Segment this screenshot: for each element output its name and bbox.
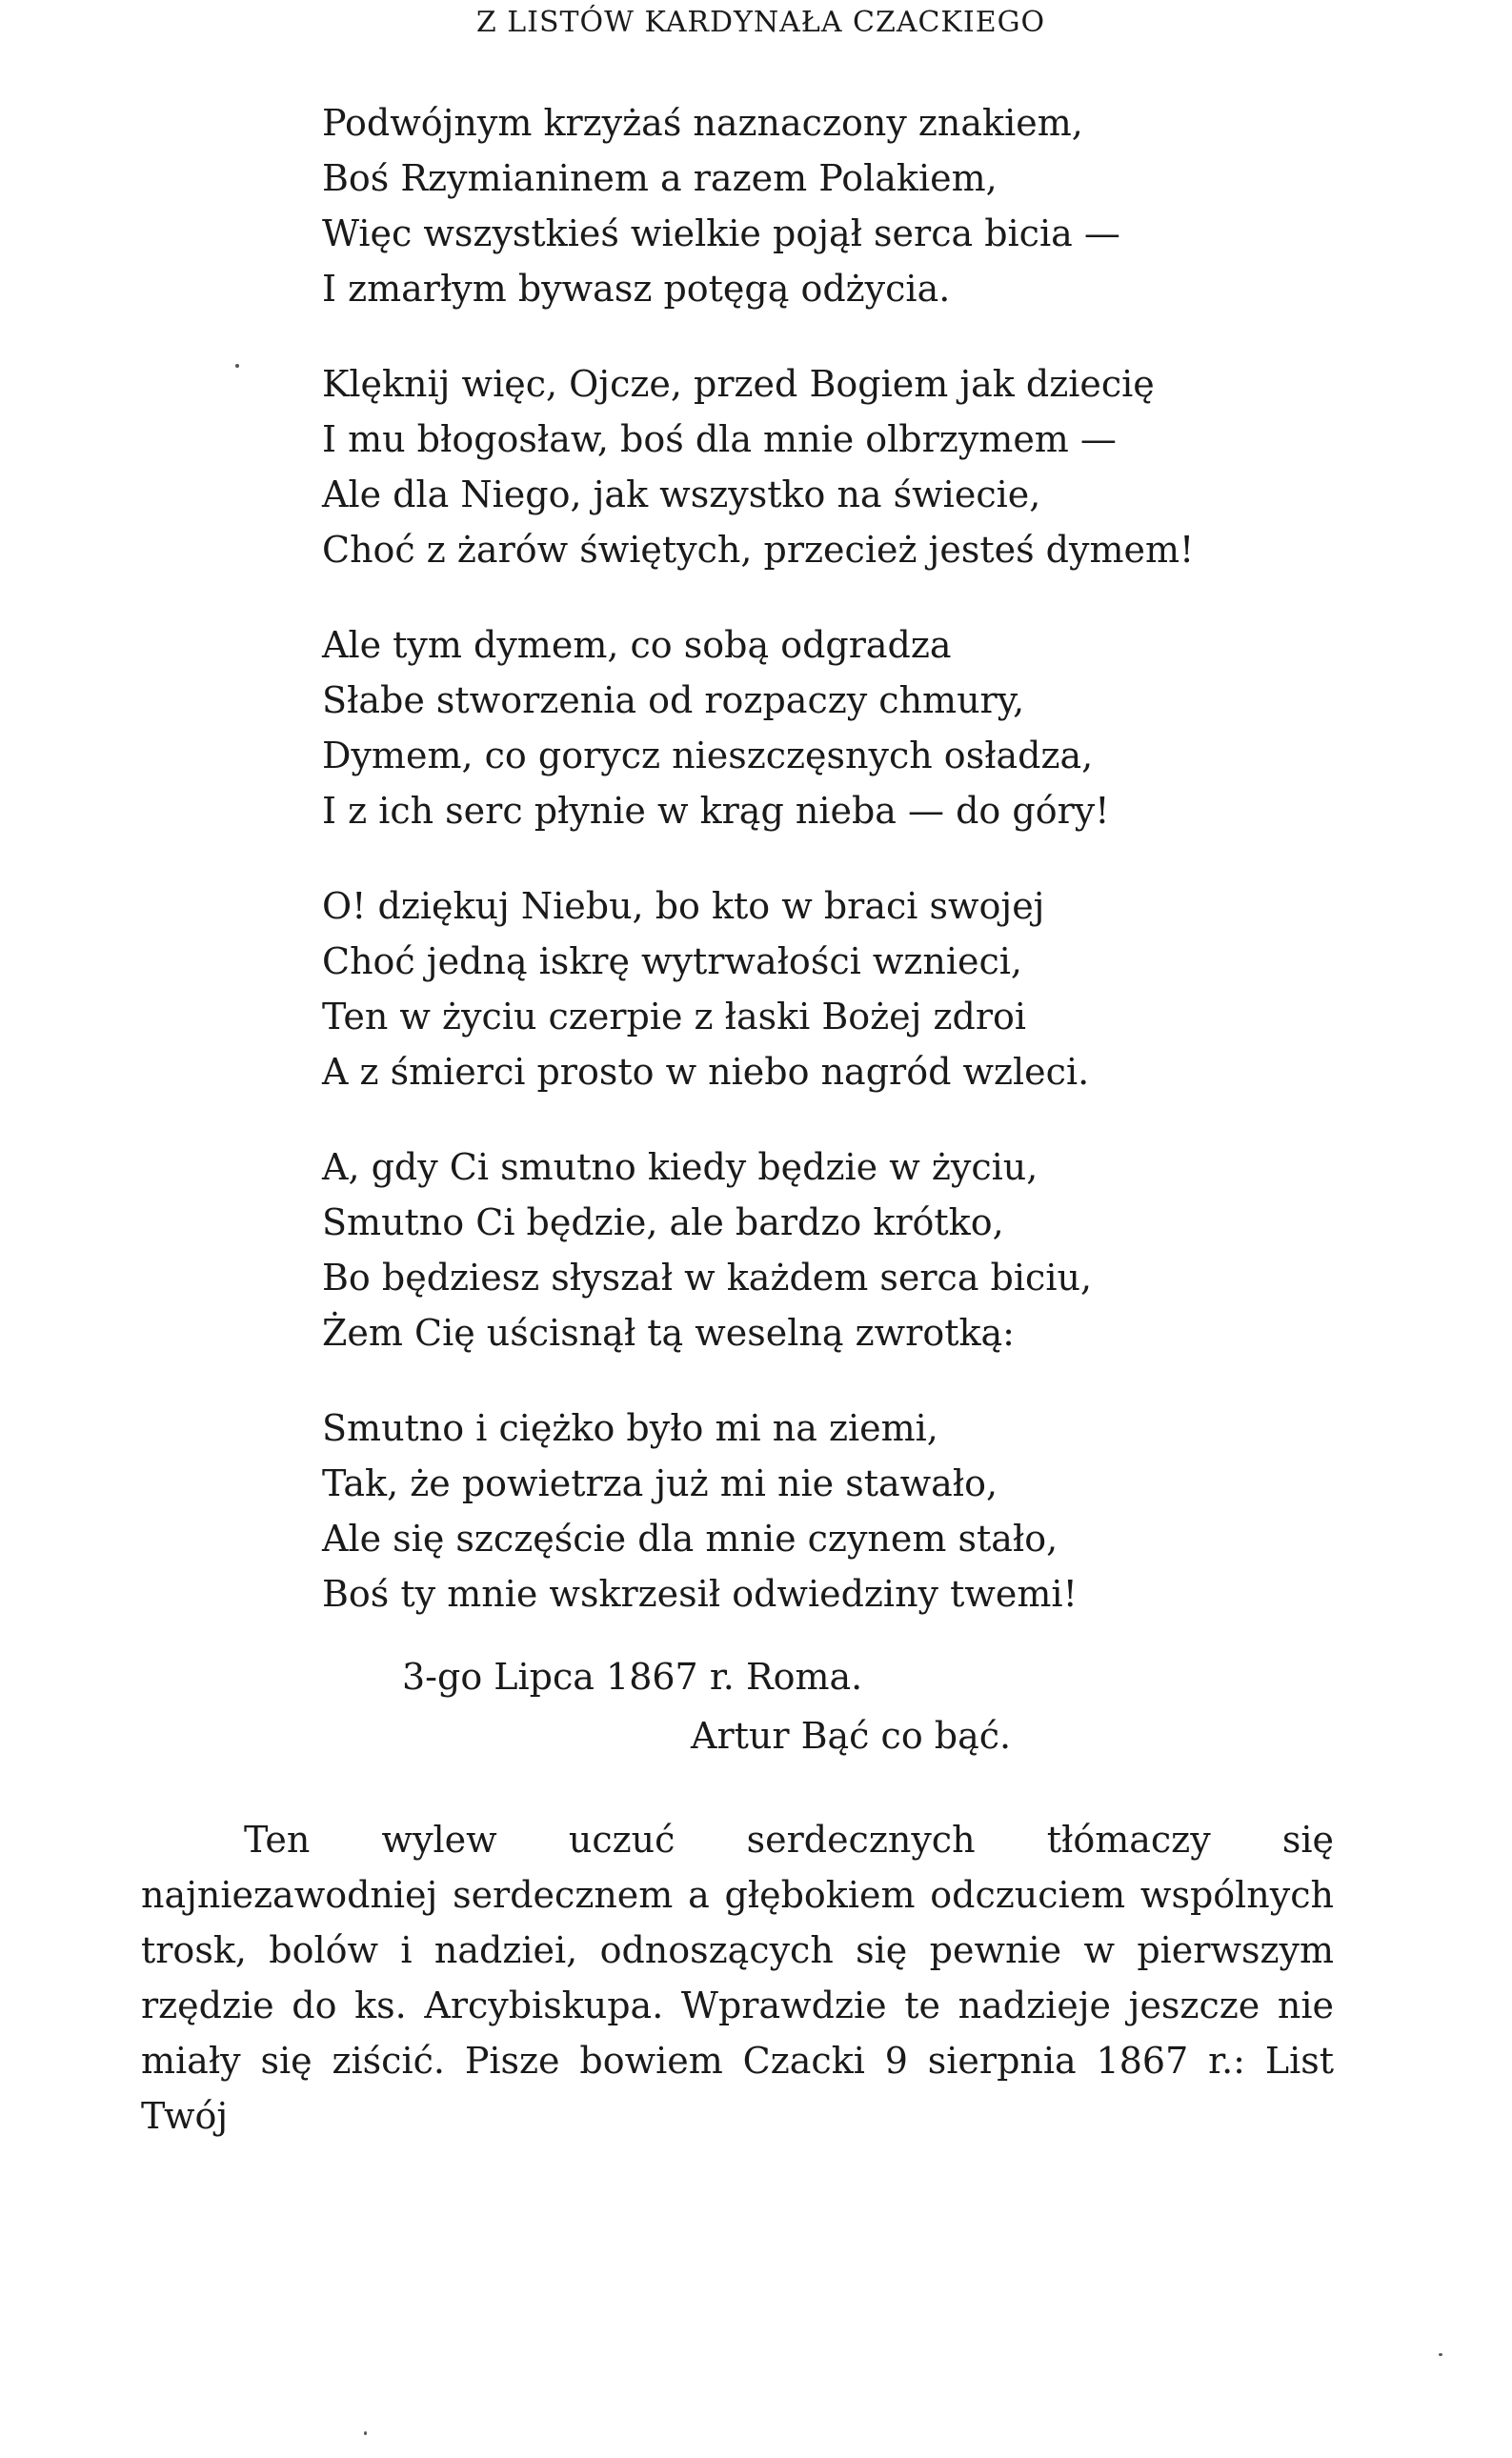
poem-line: I z ich serc płynie w krąg nieba — do góry! [322,790,1110,832]
running-title: Z LISTÓW KARDYNAŁA CZACKIEGO [475,6,1046,39]
stanza [322,1139,1275,1360]
poem-line: Klęknij więc, Ojcze, przed Bogiem jak dziecię [322,363,1155,405]
poem-line: Podwójnym krzyżaś naznaczony znakiem, [322,102,1083,144]
poem-line: Boś ty mnie wskrzesił odwiedziny twemi! [322,1573,1078,1615]
poem-line: Ten w życiu czerpie z łaski Bożej zdroi [322,996,1027,1038]
poem-line: A, gdy Ci smutno kiedy będzie w życiu, [322,1146,1038,1188]
print-speck [364,2431,367,2435]
poem-line: Dymem, co gorycz nieszczęsnych osładza, [322,735,1094,776]
poem [322,95,1275,1662]
stanza [322,95,1275,316]
stanza [322,878,1275,1099]
poem-line: I zmarłym bywasz potęgą odżycia. [322,268,951,310]
poem-line: Boś Rzymianinem a razem Polakiem, [322,157,998,199]
signature: Artur Bąć co bąć. [691,1715,1012,1757]
paragraph: Ten wylew uczuć serdecznych tłómaczy się najniezawodniej serdecznem a głębokiem odczuciem wspólnych trosk, bolów i nadziei, odnoszących się pewnie w pierwszym rzędzie do ks. Arcybiskupa. Wprawdzie te nadzieje jeszcze nie miały się ziścić. Pisze bowiem Czacki 9 sierpnia 1867 r.: List Twój [141,1819,1334,2137]
poem-line: Ale się szczęście dla mnie czynem stało, [322,1518,1058,1560]
poem-line: Bo będziesz słyszał w każdem serca biciu, [322,1257,1093,1299]
poem-line: Smutno i ciężko było mi na ziemi, [322,1407,938,1449]
stanza [322,356,1275,577]
poem-line: Tak, że powietrza już mi nie stawało, [322,1462,998,1504]
poem-line: Żem Cię uścisnął tą weselną zwrotką: [322,1312,1015,1354]
poem-line: Choć z żarów świętych, przecież jesteś dymem! [322,529,1195,571]
dateline: 3-go Lipca 1867 r. Roma. [402,1656,863,1698]
stanza [322,1400,1275,1622]
poem-line: O! dziękuj Niebu, bo kto w braci swojej [322,885,1045,927]
poem-line: Więc wszystkieś wielkie pojął serca bicia — [322,212,1120,254]
stanza [322,617,1275,838]
poem-line: Słabe stworzenia od rozpaczy chmury, [322,679,1025,721]
poem-line: Ale tym dymem, co sobą odgradza [322,624,952,666]
poem-line: A z śmierci prosto w niebo nagród wzleci. [322,1051,1090,1093]
body-text [141,1812,1334,2144]
poem-line: I mu błogosław, boś dla mnie olbrzymem — [322,418,1117,460]
poem-line: Ale dla Niego, jak wszystko na świecie, [322,473,1041,515]
poem-line: Choć jedną iskrę wytrwałości wznieci, [322,940,1023,982]
print-speck [235,364,239,368]
poem-line: Smutno Ci będzie, ale bardzo krótko, [322,1201,1004,1243]
print-speck [1439,2353,1442,2356]
